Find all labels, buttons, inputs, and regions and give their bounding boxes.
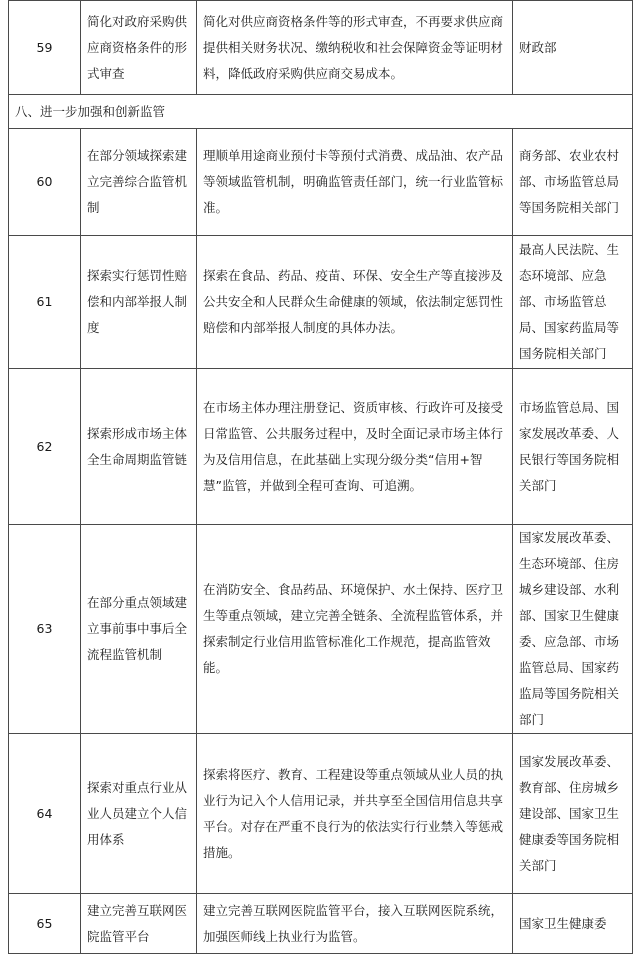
row-number: 60 [9, 129, 81, 236]
reform-item: 探索对重点行业从业人员建立个人信用体系 [81, 734, 197, 894]
reform-item: 探索形成市场主体全生命周期监管链 [81, 369, 197, 525]
row-number: 61 [9, 236, 81, 369]
table-row [9, 1, 633, 95]
row-number: 59 [9, 1, 81, 95]
responsible-department: 国家发展改革委、生态环境部、住房城乡建设部、水利部、国家卫生健康委、应急部、市场监管总局、国家药监局等国务院相关部门 [513, 525, 633, 734]
reform-item: 在部分领域探索建立完善综合监管机制 [81, 129, 197, 236]
responsible-department: 国家卫生健康委 [513, 894, 633, 954]
table-row [9, 129, 633, 236]
row-number: 62 [9, 369, 81, 525]
reform-description: 在市场主体办理注册登记、资质审核、行政许可及接受日常监管、公共服务过程中，及时全面记录市场主体行为及信用信息，在此基础上实现分级分类“信用+智慧”监管，并做到全程可查询、可追溯。 [197, 369, 513, 525]
responsible-department: 最高人民法院、生态环境部、应急部、市场监管总局、国家药监局等国务院相关部门 [513, 236, 633, 369]
row-number: 64 [9, 734, 81, 894]
table-row [9, 734, 633, 894]
responsible-department: 财政部 [513, 1, 633, 95]
responsible-department: 市场监管总局、国家发展改革委、人民银行等国务院相关部门 [513, 369, 633, 525]
reform-item: 建立完善互联网医院监管平台 [81, 894, 197, 954]
reform-description: 理顺单用途商业预付卡等预付式消费、成品油、农产品等领域监管机制，明确监管责任部门，统一行业监管标准。 [197, 129, 513, 236]
table-row [9, 525, 633, 734]
section-heading: 八、进一步加强和创新监管 [9, 95, 633, 129]
section-row [9, 95, 633, 129]
policy-table [8, 0, 633, 954]
reform-description: 探索在食品、药品、疫苗、环保、安全生产等直接涉及公共安全和人民群众生命健康的领域，依法制定惩罚性赔偿和内部举报人制度的具体办法。 [197, 236, 513, 369]
reform-item: 简化对政府采购供应商资格条件的形式审查 [81, 1, 197, 95]
reform-description: 在消防安全、食品药品、环境保护、水土保持、医疗卫生等重点领域，建立完善全链条、全流程监管体系，并探索制定行业信用监管标准化工作规范，提高监管效能。 [197, 525, 513, 734]
responsible-department: 国家发展改革委、教育部、住房城乡建设部、国家卫生健康委等国务院相关部门 [513, 734, 633, 894]
reform-description: 探索将医疗、教育、工程建设等重点领域从业人员的执业行为记入个人信用记录，并共享至全国信用信息共享平台。对存在严重不良行为的依法实行行业禁入等惩戒措施。 [197, 734, 513, 894]
reform-description: 建立完善互联网医院监管平台，接入互联网医院系统，加强医师线上执业行为监管。 [197, 894, 513, 954]
table-row [9, 894, 633, 954]
reform-item: 在部分重点领域建立事前事中事后全流程监管机制 [81, 525, 197, 734]
table-row [9, 236, 633, 369]
table-row [9, 369, 633, 525]
row-number: 65 [9, 894, 81, 954]
reform-item: 探索实行惩罚性赔偿和内部举报人制度 [81, 236, 197, 369]
row-number: 63 [9, 525, 81, 734]
responsible-department: 商务部、农业农村部、市场监管总局等国务院相关部门 [513, 129, 633, 236]
reform-description: 简化对供应商资格条件等的形式审查，不再要求供应商提供相关财务状况、缴纳税收和社会保障资金等证明材料，降低政府采购供应商交易成本。 [197, 1, 513, 95]
